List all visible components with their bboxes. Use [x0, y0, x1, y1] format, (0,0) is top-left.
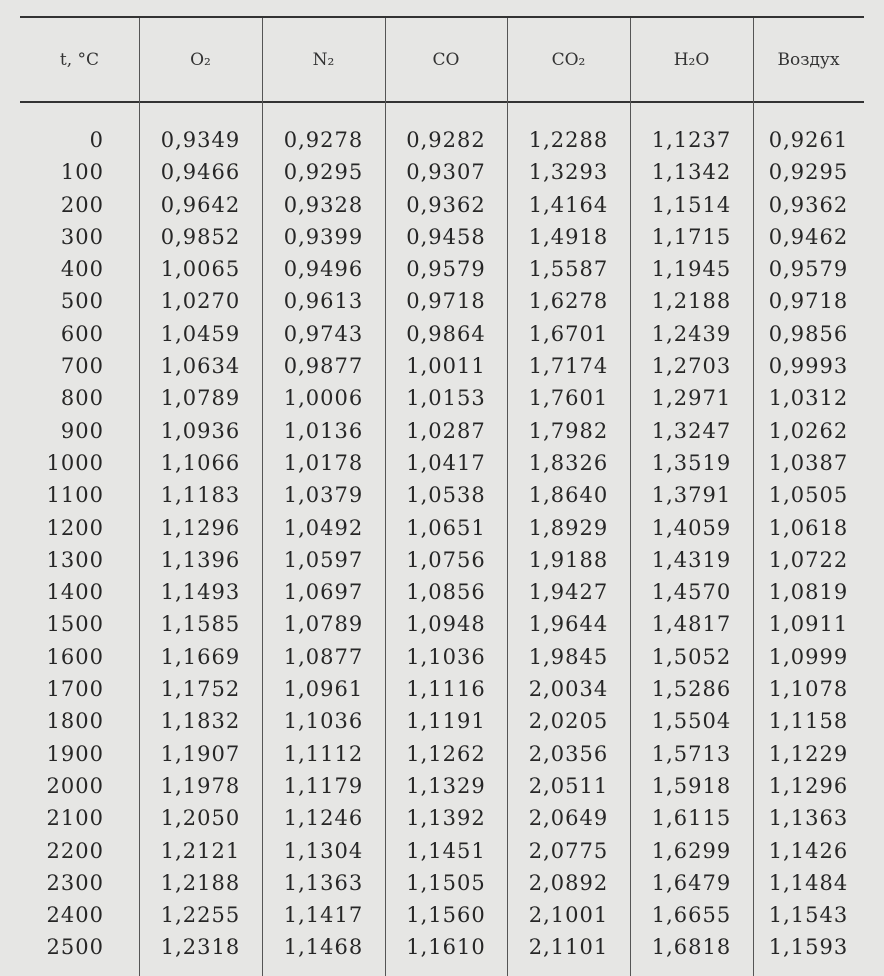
table-row [20, 576, 864, 608]
cell-temperature: 1400 [46, 580, 104, 605]
table-row [20, 931, 864, 963]
cell-co2: 1,6701 [528, 321, 609, 346]
cell-o2: 1,1066 [160, 450, 241, 475]
cell-co: 1,1610 [406, 935, 486, 960]
cell-co: 1,0287 [406, 418, 486, 443]
cell-temperature: 1800 [46, 709, 104, 734]
cell-o2: 1,0789 [160, 386, 241, 411]
cell-co: 0,9282 [406, 128, 486, 152]
cell-co2: 1,4164 [528, 192, 609, 217]
cell-h2o: 1,6115 [651, 806, 732, 831]
cell-n2: 1,0697 [283, 580, 364, 605]
table-row [20, 835, 864, 867]
cell-h2o: 1,1945 [651, 257, 732, 282]
cell-temperature: 1100 [46, 483, 104, 508]
cell-temperature: 2500 [46, 935, 104, 960]
cell-o2: 1,0459 [160, 321, 241, 346]
cell-co: 0,9307 [406, 160, 486, 185]
table-row [20, 738, 864, 770]
cell-co2: 1,3293 [528, 160, 609, 185]
cell-co2: 2,0356 [528, 741, 609, 766]
cell-n2: 1,0006 [283, 386, 364, 411]
cell-n2: 1,0379 [283, 483, 364, 508]
cell-temperature: 2400 [46, 903, 104, 928]
table-row [20, 544, 864, 576]
cell-h2o: 1,6655 [651, 903, 732, 928]
cell-co: 0,9362 [406, 192, 486, 217]
cell-temperature: 1500 [46, 612, 104, 637]
cell-temperature: 1600 [46, 644, 104, 669]
header-co2: CO₂ [551, 49, 586, 70]
cell-n2: 1,0877 [283, 644, 364, 669]
cell-co2: 1,9644 [528, 612, 609, 637]
cell-o2: 1,1585 [160, 612, 241, 637]
table-row [20, 770, 864, 802]
table-row [20, 221, 864, 253]
table-row [20, 253, 864, 285]
cell-air: 1,0999 [768, 644, 849, 669]
cell-n2: 0,9328 [283, 192, 364, 217]
cell-o2: 1,1493 [160, 580, 241, 605]
cell-h2o: 1,5918 [651, 773, 732, 798]
cell-o2: 1,1752 [160, 677, 241, 702]
cell-co2: 1,7982 [528, 418, 609, 443]
cell-co: 1,1262 [406, 741, 486, 766]
cell-co2: 1,2288 [528, 128, 609, 152]
table-row [20, 512, 864, 544]
cell-o2: 0,9466 [160, 160, 241, 185]
cell-n2: 1,0492 [283, 515, 364, 540]
table-row [20, 350, 864, 382]
cell-temperature: 1300 [46, 547, 104, 572]
table-row [20, 899, 864, 931]
cell-n2: 1,1036 [283, 709, 364, 734]
cell-n2: 1,1179 [283, 773, 364, 798]
cell-co: 1,1191 [406, 709, 486, 734]
cell-h2o: 1,1514 [651, 192, 732, 217]
cell-co: 0,9579 [406, 257, 486, 282]
cell-air: 0,9993 [768, 354, 849, 379]
cell-o2: 1,1183 [160, 483, 241, 508]
cell-o2: 0,9852 [160, 224, 241, 249]
cell-o2: 1,0634 [160, 354, 241, 379]
cell-temperature: 1000 [46, 450, 104, 475]
table-row [20, 156, 864, 188]
cell-air: 1,1296 [768, 773, 849, 798]
cell-temperature: 2200 [46, 838, 104, 863]
cell-o2: 1,2255 [160, 903, 241, 928]
cell-co: 1,0651 [406, 515, 486, 540]
table-row [20, 479, 864, 511]
cell-n2: 0,9496 [283, 257, 364, 282]
cell-temperature: 800 [60, 386, 104, 411]
cell-o2: 1,0936 [160, 418, 241, 443]
cell-n2: 1,1468 [283, 935, 364, 960]
cell-air: 0,9462 [768, 224, 849, 249]
cell-co: 1,0153 [406, 386, 486, 411]
cell-h2o: 1,2188 [651, 289, 732, 314]
cell-temperature: 400 [60, 257, 104, 282]
cell-air: 1,0722 [768, 547, 849, 572]
cell-co: 1,0538 [406, 483, 486, 508]
cell-co2: 2,0775 [528, 838, 609, 863]
cell-co2: 2,0205 [528, 709, 609, 734]
cell-temperature: 700 [60, 354, 104, 379]
cell-temperature: 0 [89, 128, 104, 152]
cell-air: 1,0505 [768, 483, 849, 508]
cell-temperature: 200 [60, 192, 104, 217]
table-row [20, 705, 864, 737]
cell-o2: 1,2121 [160, 838, 241, 863]
header-temperature: t, °C [59, 49, 100, 70]
cell-air: 0,9856 [768, 321, 849, 346]
cell-n2: 1,1246 [283, 806, 364, 831]
cell-n2: 0,9743 [283, 321, 364, 346]
cell-h2o: 1,2439 [651, 321, 732, 346]
cell-air: 1,1158 [768, 709, 849, 734]
cell-air: 1,0819 [768, 580, 849, 605]
cell-h2o: 1,4319 [651, 547, 732, 572]
cell-air: 1,0911 [768, 612, 849, 637]
table-row [20, 608, 864, 640]
cell-air: 1,1484 [768, 870, 849, 895]
cell-n2: 0,9877 [283, 354, 364, 379]
cell-co: 1,0011 [406, 354, 486, 379]
cell-co2: 1,5587 [528, 257, 609, 282]
header-o2: O₂ [190, 49, 211, 70]
cell-h2o: 1,6818 [651, 935, 732, 960]
cell-o2: 1,1296 [160, 515, 241, 540]
header-n2: N₂ [312, 49, 335, 70]
cell-n2: 1,1417 [283, 903, 364, 928]
cell-h2o: 1,4817 [651, 612, 732, 637]
cell-n2: 1,0136 [283, 418, 364, 443]
cell-o2: 1,2188 [160, 870, 241, 895]
cell-co: 1,1392 [406, 806, 486, 831]
cell-air: 1,1543 [768, 903, 849, 928]
cell-co: 1,0856 [406, 580, 486, 605]
cell-air: 0,9718 [768, 289, 849, 314]
cell-o2: 0,9642 [160, 192, 241, 217]
cell-co: 1,0756 [406, 547, 486, 572]
cell-temperature: 900 [60, 418, 104, 443]
cell-o2: 1,2050 [160, 806, 241, 831]
cell-temperature: 600 [60, 321, 104, 346]
cell-co2: 1,9845 [528, 644, 609, 669]
cell-temperature: 2100 [46, 806, 104, 831]
cell-air: 1,1078 [768, 677, 849, 702]
cell-co: 1,1116 [406, 677, 486, 702]
cell-co: 0,9864 [406, 321, 486, 346]
cell-air: 1,1229 [768, 741, 849, 766]
cell-co2: 1,7174 [528, 354, 609, 379]
cell-o2: 1,1669 [160, 644, 241, 669]
table-row [20, 318, 864, 350]
cell-n2: 0,9295 [283, 160, 364, 185]
cell-h2o: 1,2703 [651, 354, 732, 379]
cell-h2o: 1,3519 [651, 450, 732, 475]
cell-n2: 1,0178 [283, 450, 364, 475]
cell-air: 1,1593 [768, 935, 849, 960]
cell-h2o: 1,5504 [651, 709, 732, 734]
cell-h2o: 1,3791 [651, 483, 732, 508]
cell-co2: 2,0034 [528, 677, 609, 702]
cell-n2: 1,1304 [283, 838, 364, 863]
header-co: CO [432, 49, 460, 70]
cell-co: 1,1329 [406, 773, 486, 798]
cell-temperature: 1200 [46, 515, 104, 540]
cell-co2: 2,0511 [528, 773, 609, 798]
cell-o2: 1,1832 [160, 709, 241, 734]
table-row [20, 285, 864, 317]
cell-co: 1,1451 [406, 838, 486, 863]
table-row [20, 415, 864, 447]
cell-n2: 1,1363 [283, 870, 364, 895]
cell-h2o: 1,1237 [651, 128, 732, 152]
cell-air: 1,0312 [768, 386, 849, 411]
cell-h2o: 1,2971 [651, 386, 732, 411]
cell-air: 1,1426 [768, 838, 849, 863]
cell-temperature: 2300 [46, 870, 104, 895]
cell-co2: 1,9188 [528, 547, 609, 572]
table-row [20, 673, 864, 705]
cell-air: 1,0262 [768, 418, 849, 443]
cell-co2: 1,8640 [528, 483, 609, 508]
table-row [20, 867, 864, 899]
cell-air: 0,9261 [768, 128, 849, 152]
cell-n2: 1,0789 [283, 612, 364, 637]
cell-n2: 0,9399 [283, 224, 364, 249]
cell-temperature: 1700 [46, 677, 104, 702]
header-air: Воздух [777, 49, 840, 70]
cell-air: 0,9295 [768, 160, 849, 185]
cell-co: 0,9718 [406, 289, 486, 314]
cell-o2: 0,9349 [160, 128, 241, 152]
cell-co: 1,1560 [406, 903, 486, 928]
cell-co2: 1,4918 [528, 224, 609, 249]
cell-h2o: 1,5052 [651, 644, 732, 669]
cell-n2: 1,0961 [283, 677, 364, 702]
cell-temperature: 500 [60, 289, 104, 314]
cell-o2: 1,1396 [160, 547, 241, 572]
cell-h2o: 1,6479 [651, 870, 732, 895]
cell-air: 1,0618 [768, 515, 849, 540]
cell-temperature: 2000 [46, 773, 104, 798]
table-row [20, 802, 864, 834]
table-row [20, 641, 864, 673]
cell-air: 0,9362 [768, 192, 849, 217]
cell-h2o: 1,5286 [651, 677, 732, 702]
cell-o2: 1,1907 [160, 741, 241, 766]
cell-co: 0,9458 [406, 224, 486, 249]
cell-h2o: 1,4059 [651, 515, 732, 540]
cell-temperature: 1900 [46, 741, 104, 766]
cell-temperature: 300 [60, 224, 104, 249]
cell-temperature: 100 [60, 160, 104, 185]
cell-air: 0,9579 [768, 257, 849, 282]
cell-co2: 1,8929 [528, 515, 609, 540]
cell-co: 1,1505 [406, 870, 486, 895]
cell-h2o: 1,3247 [651, 418, 732, 443]
cell-h2o: 1,1715 [651, 224, 732, 249]
cell-co2: 1,9427 [528, 580, 609, 605]
cell-co: 1,0948 [406, 612, 486, 637]
cell-co: 1,0417 [406, 450, 486, 475]
cell-n2: 1,0597 [283, 547, 364, 572]
table-header [20, 18, 864, 101]
header-h2o: H₂O [673, 49, 710, 70]
cell-co2: 1,7601 [528, 386, 609, 411]
cell-co: 1,1036 [406, 644, 486, 669]
cell-co2: 2,1001 [528, 903, 609, 928]
cell-n2: 0,9278 [283, 128, 364, 152]
cell-h2o: 1,5713 [651, 741, 732, 766]
cell-o2: 1,0270 [160, 289, 241, 314]
cell-n2: 0,9613 [283, 289, 364, 314]
cell-co2: 2,0649 [528, 806, 609, 831]
table-row [20, 382, 864, 414]
cell-co2: 1,6278 [528, 289, 609, 314]
cell-co2: 2,1101 [528, 935, 609, 960]
table-header-rule [20, 101, 864, 103]
cell-o2: 1,0065 [160, 257, 241, 282]
table-row [20, 189, 864, 221]
table-body [20, 124, 864, 964]
cell-o2: 1,2318 [160, 935, 241, 960]
cell-o2: 1,1978 [160, 773, 241, 798]
cell-n2: 1,1112 [283, 741, 364, 766]
cell-h2o: 1,1342 [651, 160, 732, 185]
table-row [20, 447, 864, 479]
cell-air: 1,1363 [768, 806, 849, 831]
table-row [20, 124, 864, 156]
cell-h2o: 1,4570 [651, 580, 732, 605]
cell-co2: 1,8326 [528, 450, 609, 475]
cell-co2: 2,0892 [528, 870, 609, 895]
cell-h2o: 1,6299 [651, 838, 732, 863]
cell-air: 1,0387 [768, 450, 849, 475]
